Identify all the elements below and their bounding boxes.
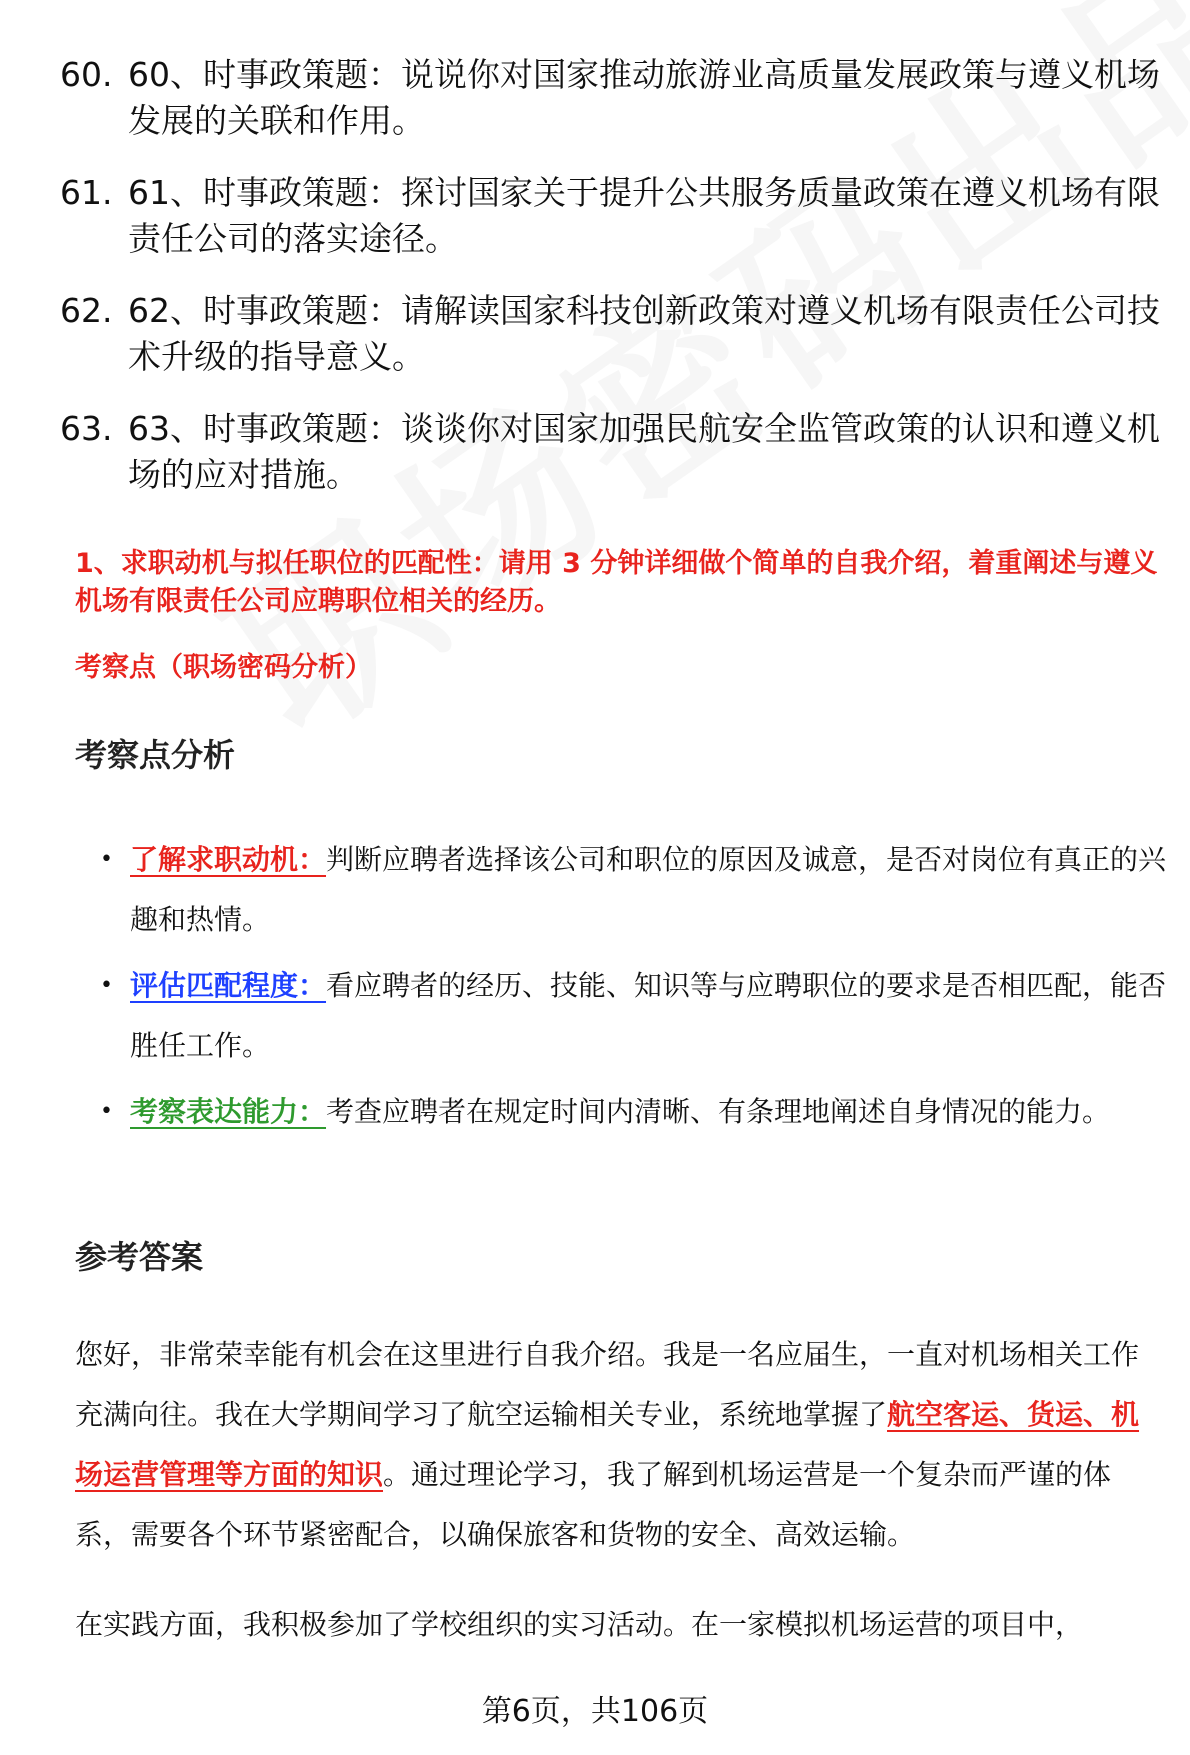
answer-text: 在实践方面，我积极参加了学校组织的实习活动。在一家模拟机场运营的项目中， (75, 1608, 1084, 1641)
list-item (60, 288, 1160, 380)
bullet-key: 了解求职动机： (130, 843, 327, 876)
answer-paragraph (75, 1325, 1165, 1565)
list-item-number: 60. (60, 55, 113, 94)
bullet-icon: • (100, 973, 113, 998)
list-item-number: 63. (60, 409, 113, 448)
page-number: 第6页，共106页 (481, 1694, 709, 1729)
bullet-body (130, 830, 1170, 950)
bullet-body (130, 956, 1170, 1076)
answer-text: 。通过理论学习，我了解到机场运营是一个复杂而严谨的体系，需要各个环节紧密配合，以确保旅客和货物的安全、高效运输。 (75, 1458, 1112, 1551)
bullet-item (100, 830, 1170, 950)
list-item (60, 170, 1160, 262)
bullet-item (100, 956, 1170, 1076)
bullet-text: 看应聘者的经历、技能、知识等与应聘职位的要求是否相匹配，能否胜任工作。 (130, 969, 1167, 1062)
answer-body (75, 1325, 1165, 1685)
list-item-text: 60、时事政策题：说说你对国家推动旅游业高质量发展政策与遵义机场发展的关联和作用。 (128, 55, 1160, 140)
question-list (60, 52, 1160, 524)
answer-highlight: 航空客运、货运、机场运营管理等方面的知识 (75, 1398, 1140, 1491)
bullet-icon: • (100, 847, 113, 872)
analysis-bullet-list (100, 830, 1170, 1148)
list-item (60, 406, 1160, 498)
bullet-key: 考察表达能力： (130, 1095, 327, 1128)
bullet-text: 考查应聘者在规定时间内清晰、有条理地阐述自身情况的能力。 (326, 1095, 1111, 1128)
bullet-text: 判断应聘者选择该公司和职位的原因及诚意，是否对岗位有真正的兴趣和热情。 (130, 843, 1167, 936)
bullet-body (130, 1082, 1170, 1142)
answer-text: 您好，非常荣幸能有机会在这里进行自我介绍。我是一名应届生，一直对机场相关工作充满向往。我在大学期间学习了航空运输相关专业，系统地掌握了 (75, 1338, 1140, 1431)
list-item-text: 61、时事政策题：探讨国家关于提升公共服务质量政策在遵义机场有限责任公司的落实途径。 (128, 173, 1160, 258)
bullet-key: 评估匹配程度： (130, 969, 327, 1002)
list-item-number: 62. (60, 291, 113, 330)
bullet-item (100, 1082, 1170, 1142)
bullet-icon: • (100, 1099, 113, 1124)
list-item-text: 63、时事政策题：谈谈你对国家加强民航安全监管政策的认识和遵义机场的应对措施。 (128, 409, 1160, 494)
interview-question: 1、求职动机与拟任职位的匹配性：请用 3 分钟详细做个简单的自我介绍，着重阐述与遵义机场有限责任公司应聘职位相关的经历。 (75, 548, 1158, 617)
list-item-text: 62、时事政策题：请解读国家科技创新政策对遵义机场有限责任公司技术升级的指导意义。 (128, 291, 1160, 376)
answer-heading: 参考答案 (75, 1238, 204, 1276)
list-item (60, 52, 1160, 144)
answer-paragraph (75, 1595, 1165, 1655)
analysis-heading: 考察点分析 (75, 736, 236, 774)
list-item-number: 61. (60, 173, 113, 212)
analysis-subtitle: 考察点（职场密码分析） (75, 652, 372, 683)
